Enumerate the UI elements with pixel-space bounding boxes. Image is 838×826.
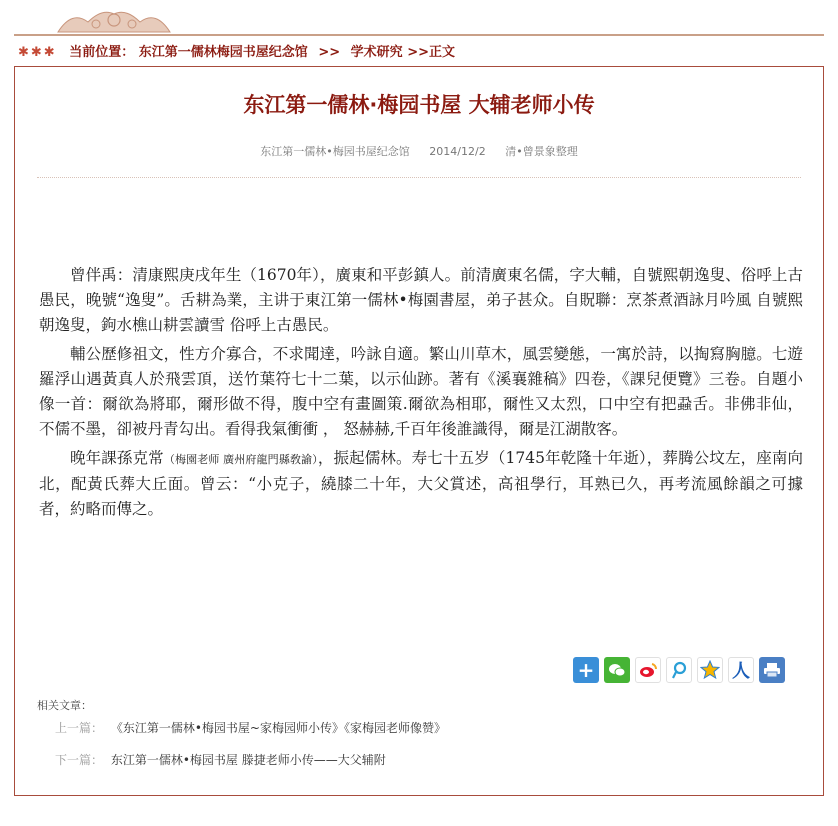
article-frame (14, 66, 824, 796)
article-source: 东江第一儒林•梅园书屋纪念馆 (260, 145, 410, 158)
share-bar (573, 657, 785, 683)
header-ornament (54, 6, 174, 34)
article-body (39, 263, 803, 526)
prev-article-label: 上一篇： (55, 721, 104, 735)
wechat-icon[interactable] (604, 657, 630, 683)
paragraph-text: 晚年課孫克常 (70, 449, 164, 467)
article-author: 清•曾景象整理 (505, 145, 578, 158)
qzone-icon[interactable] (697, 657, 723, 683)
header-rule (14, 34, 824, 36)
plus-icon[interactable]: + (573, 657, 599, 683)
prev-article (55, 719, 446, 736)
breadcrumb-current: >>正文 (407, 45, 455, 60)
article-paragraph (39, 446, 803, 522)
breadcrumb-site-link[interactable]: 东江第一儒林梅园书屋纪念馆 (138, 45, 308, 60)
article-date: 2014/12/2 (429, 145, 486, 158)
breadcrumb (18, 42, 455, 64)
breadcrumb-separator: >> (318, 45, 341, 60)
meta-divider (37, 177, 801, 178)
article-title: 东江第一儒林·梅园书屋 大辅老师小传 (243, 93, 595, 117)
related-articles-label: 相关文章： (37, 699, 92, 712)
next-article-label: 下一篇： (55, 753, 104, 767)
article-paragraph: 曾伴禹：清康熙庚戌年生（1670年），廣東和平彭鎮人。前清廣東名儒，字大輔，自號熙朝逸叟、俗呼上古愚民，晚號“逸叟”。舌耕為業，主讲于東江第一儒林•梅園書屋，弟子甚众。自貺聯：烹茶煮酒詠月吟風 自號熙朝逸叟，鉤水樵山耕雲讀雪 俗呼上古愚民。 (39, 266, 803, 334)
article-meta (15, 143, 823, 159)
weibo-icon[interactable] (635, 657, 661, 683)
breadcrumb-prefix: 当前位置： (69, 45, 135, 60)
paragraph-text: （梅園老师 廣州府龍門縣敎諭） (163, 453, 318, 466)
prev-article-link[interactable]: 《东江第一儒林•梅园书屋~家梅园师小传》《家梅园老师像赞》 (110, 721, 446, 735)
article-paragraph: 輔公歷修祖文，性方介寡合，不求聞達，吟詠自適。繁山川草木，風雲變態，一寓於詩，以掏寫胸臆。七遊羅浮山遇黃真人於飛雲頂，送竹葉符七十二葉，以示仙跡。著有《溪襄雜稿》四卷，《課兒便覽》三卷。自題小像一首：爾欲為將耶，爾形做不得，腹中空有畫圖策.爾欲為相耶，爾性又太烈，口中空有把蝨舌。非佛非仙，不儒不墨，卻被丹青勾出。看得我氣衝衝 ， 怒赫赫,千百年後誰識得，爾是江湖散客。 (39, 345, 803, 438)
print-icon[interactable] (759, 657, 785, 683)
next-article-link[interactable]: 东江第一儒林•梅园书屋 滕捷老师小传——大父辅附 (110, 753, 386, 767)
paragraph-text: ，振起儒林。寿七十五岁（1745年乾隆十年逝），葬腾公坟左，座南向北，配黃氏葬大丘面。曾云：“小克子，繞膝二十年，大父賞述，高祖學行，耳熟已久，再考流風餘韻之可據者，約略而傳之。 (39, 449, 803, 518)
star-icon: ✱✱✱ (18, 45, 57, 60)
tencent-weibo-icon[interactable] (666, 657, 692, 683)
breadcrumb-section-link[interactable]: 学术研究 (350, 45, 403, 60)
renren-icon[interactable]: 人 (728, 657, 754, 683)
next-article (55, 751, 386, 768)
